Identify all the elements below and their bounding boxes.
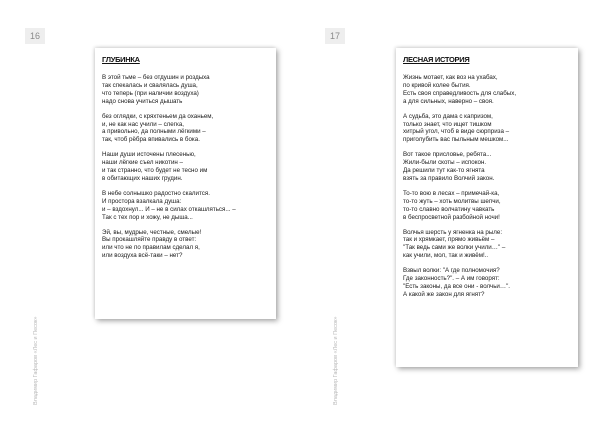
- poem-line: То-то вою в лесах – примечай-ка,: [403, 189, 500, 197]
- poem-line: Наши души источены плесенью,: [102, 151, 196, 159]
- poem-line: то-то славно волчатину чавкать: [403, 205, 495, 213]
- poem-line: а привольно, да полными лёгкими –: [102, 128, 206, 136]
- poem-line: Эй, вы, мудрые, честные, смелые!: [102, 228, 202, 236]
- poem-line: Так с тех пор и хожу, не дыша...: [102, 213, 193, 221]
- poem-line: то-то жуть – хоть молитвы шепчи,: [403, 197, 501, 205]
- stanza: [403, 229, 574, 261]
- right-poem-title: ЛЕСНАЯ ИСТОРИЯ: [403, 55, 470, 64]
- poem-line: Вы прокашляйте правду в ответ:: [102, 236, 197, 244]
- poem-line: Есть своя справедливость для слабых,: [403, 89, 517, 97]
- poem-line: и – вздохнул... И – не в силах откашляться... –: [102, 205, 236, 213]
- poem-line: без оглядки, с кряхтеньем да оханьем,: [102, 112, 214, 120]
- poem-line: В этой тьме – без отдушин и роздыха: [102, 74, 210, 81]
- poem-line: хитрый угол, чтоб в виде сюрприза –: [403, 128, 510, 136]
- poem-line: или что не по правилам сделал я,: [102, 244, 200, 252]
- stanza: [102, 113, 272, 145]
- right-page-number: 17: [325, 28, 345, 44]
- poem-line: приголубить вас пыльным мешком...: [403, 136, 509, 144]
- left-side-caption: Владимир Гафаров «Лес и Песок»: [33, 316, 39, 405]
- stanza: [102, 151, 272, 183]
- poem-line: надо снова учиться дышать: [102, 97, 183, 105]
- left-poem-body: [102, 74, 272, 267]
- poem-line: Вот такое присловье, ребята...: [403, 151, 492, 159]
- left-poem-sheet: [95, 48, 276, 319]
- poem-line: "Есть законы, да все они - волчьи…".: [403, 282, 510, 290]
- poem-line: только знает, что ищет тишком: [403, 120, 492, 128]
- poem-line: по кривой колее бытия.: [403, 81, 471, 89]
- stanza: [403, 113, 574, 145]
- poem-line: так, чтоб рёбра впивались в бока.: [102, 136, 200, 144]
- poem-line: Взвыл волки: "А где полномочия?: [403, 267, 500, 275]
- poem-line: в обитающих наших грудин.: [102, 174, 183, 182]
- poem-line: так спекалась и свалялась душа,: [102, 81, 198, 89]
- right-poem-body: [403, 74, 574, 306]
- poem-line: Где законность?". – А им говорят:: [403, 275, 500, 283]
- poem-line: что теперь (при наличии воздуха): [102, 89, 199, 97]
- poem-line: Волчья шерсть у ягненка на рыле:: [403, 228, 503, 236]
- stanza: [403, 190, 574, 222]
- stanza: [403, 151, 574, 183]
- poem-line: так и хрямкает, прямо живьём –: [403, 236, 495, 244]
- stanza: [102, 190, 272, 222]
- poem-line: Жили-были скоты – испокон.: [403, 159, 487, 167]
- poem-line: в беспросветной разбойной ночи!: [403, 213, 500, 221]
- poem-line: взять за правило Волчий закон.: [403, 174, 495, 182]
- poem-line: Да решили тут как-то ягнята: [403, 167, 485, 175]
- poem-line: наши лёгкие съел никотин –: [102, 159, 183, 167]
- poem-line: как учили, мол, так и живём!..: [403, 252, 489, 260]
- poem-line: В небе солнышко радостно скалится.: [102, 189, 210, 197]
- poem-line: или воздуха всё-таки – нет?: [102, 252, 183, 260]
- stanza: [403, 74, 574, 106]
- stanza: [102, 229, 272, 261]
- left-page-number: 16: [25, 28, 45, 44]
- poem-line: Жизнь мотает, как воз на ухабах,: [403, 74, 498, 81]
- poem-line: А судьба, это дама с капризом,: [403, 112, 493, 120]
- poem-line: И простора взалкала душа:: [102, 197, 182, 205]
- stanza: [102, 74, 272, 106]
- poem-line: А какой же закон для ягнят?: [403, 290, 485, 298]
- poem-line: а для сильных, наверно – своя.: [403, 97, 494, 105]
- poem-line: и так странно, что будет не тесно им: [102, 167, 208, 175]
- poem-line: и, не как нас учили – слегка,: [102, 120, 184, 128]
- left-poem-title: ГЛУБИНКА: [102, 55, 140, 64]
- right-poem-sheet: [396, 48, 578, 367]
- right-side-caption: Владимир Гафаров «Лес и Песок»: [333, 316, 339, 405]
- stanza: [403, 267, 574, 299]
- poem-line: "Так ведь сами же волки учили…" –: [403, 244, 506, 252]
